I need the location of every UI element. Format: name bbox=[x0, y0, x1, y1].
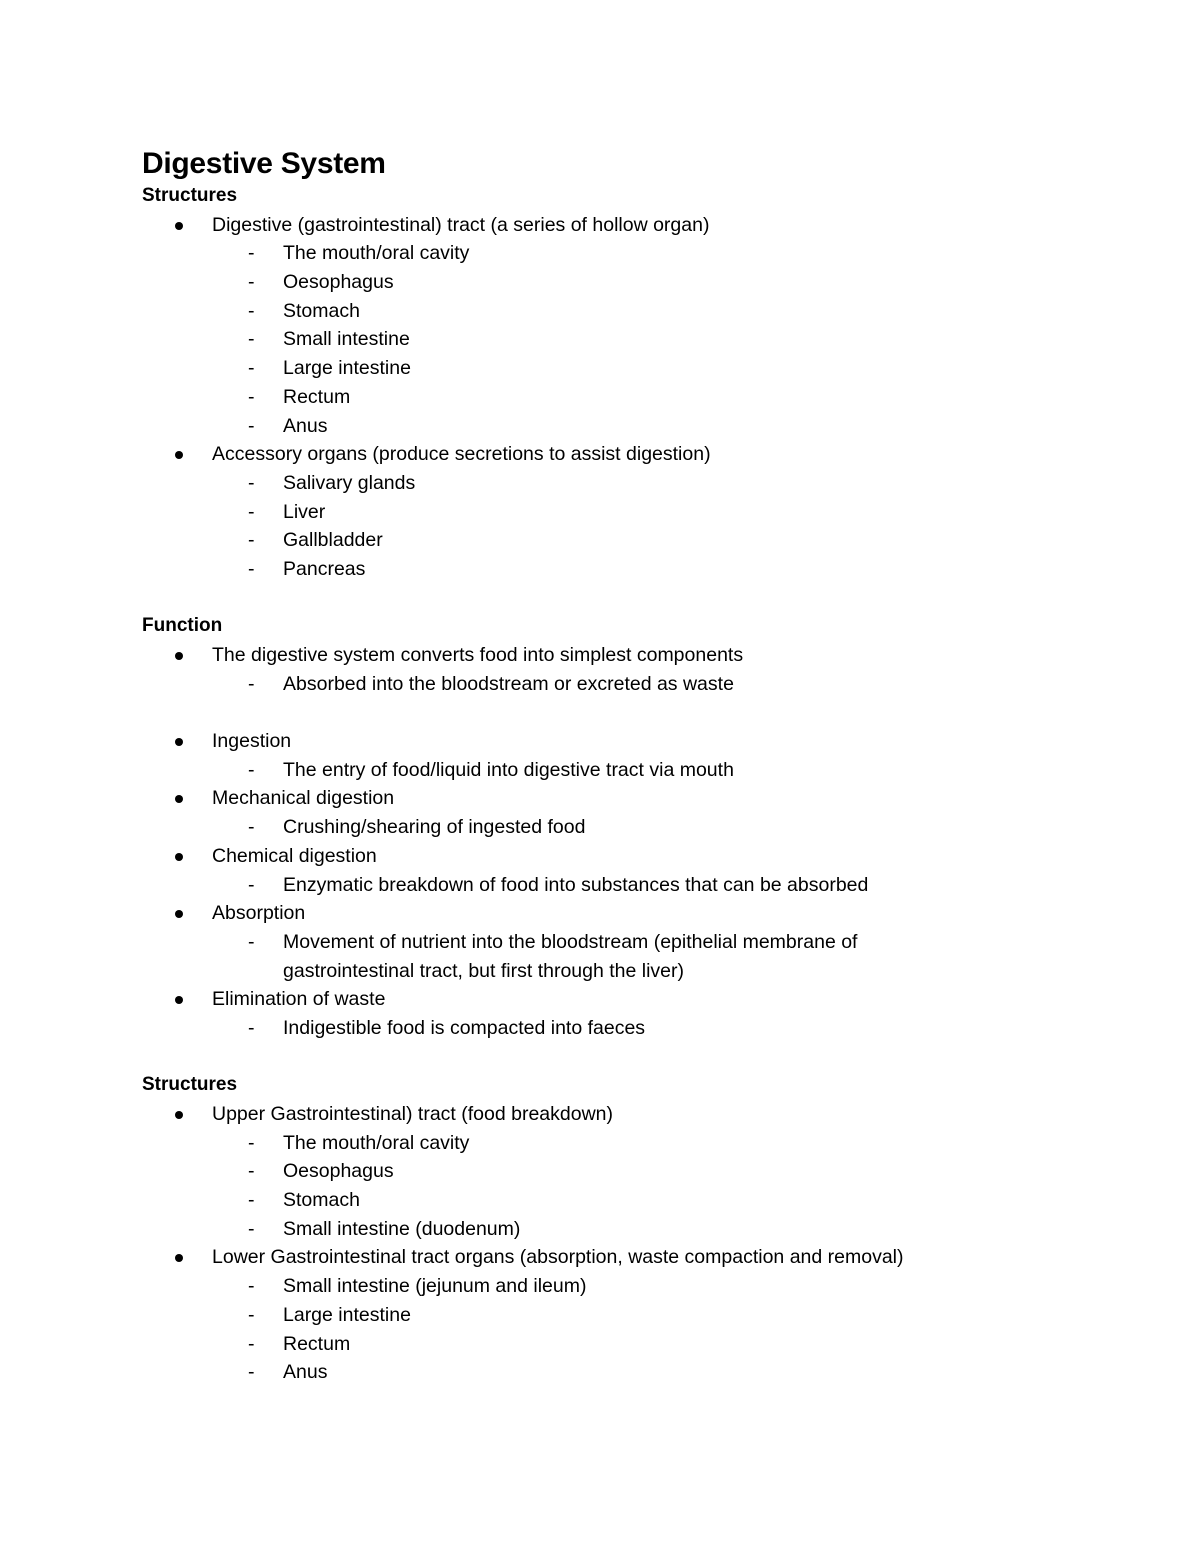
list-item-text: Digestive (gastrointestinal) tract (a series of hollow organ) bbox=[212, 213, 710, 236]
sub-list-item: - Large intestine bbox=[212, 1301, 1142, 1330]
list-item bbox=[142, 784, 1142, 841]
list-item-text: Ingestion bbox=[212, 730, 292, 753]
list-item bbox=[142, 440, 1142, 584]
list-item-text: Absorption bbox=[212, 902, 306, 925]
list-item bbox=[142, 899, 1142, 985]
sub-list bbox=[212, 1014, 1142, 1043]
sub-list-item: - Small intestine (duodenum) bbox=[212, 1215, 1142, 1244]
bullet-dot-icon bbox=[175, 1111, 183, 1119]
bullet-dot-icon bbox=[175, 996, 183, 1004]
sub-list bbox=[212, 1272, 1142, 1387]
list-item bbox=[142, 985, 1142, 1042]
dash-icon: - bbox=[248, 385, 255, 408]
list-item bbox=[142, 727, 1142, 784]
list-item-text: Chemical digestion bbox=[212, 844, 377, 867]
list-item bbox=[142, 842, 1142, 899]
dash-icon: - bbox=[248, 1332, 255, 1355]
bullet-list bbox=[142, 1100, 1142, 1387]
bullet-dot-icon bbox=[175, 738, 183, 746]
sub-list-item: - Small intestine (jejunum and ileum) bbox=[212, 1272, 1142, 1301]
list-item-text: Upper Gastrointestinal) tract (food breakdown) bbox=[212, 1102, 614, 1125]
sub-list-item: - Absorbed into the bloodstream or excreted as waste bbox=[212, 670, 1142, 699]
dash-icon: - bbox=[248, 357, 255, 380]
bullet-list bbox=[142, 641, 1142, 1043]
sub-list bbox=[212, 239, 1142, 440]
dash-icon: - bbox=[248, 1361, 255, 1384]
bullet-dot-icon bbox=[175, 652, 183, 660]
bullet-list bbox=[142, 211, 1142, 584]
section-heading-function: Function bbox=[142, 615, 223, 637]
dash-icon: - bbox=[248, 758, 255, 781]
list-item-text: Accessory organs (produce secretions to assist digestion) bbox=[212, 443, 711, 466]
dash-icon: - bbox=[248, 1160, 255, 1183]
bullet-dot-icon bbox=[175, 910, 183, 918]
bullet-dot-icon bbox=[175, 1254, 183, 1262]
list-item bbox=[142, 641, 1142, 698]
dash-icon: - bbox=[248, 271, 255, 293]
sub-list-item: - The mouth/oral cavity bbox=[212, 239, 1142, 268]
sub-list-item: - Pancreas bbox=[212, 555, 1142, 584]
sub-list-item: - Oesophagus bbox=[212, 1157, 1142, 1186]
bullet-dot-icon bbox=[175, 451, 183, 459]
dash-icon: - bbox=[248, 1189, 255, 1212]
dash-icon: - bbox=[248, 471, 255, 494]
sub-list-item: - Stomach bbox=[212, 1186, 1142, 1215]
bullet-dot-icon bbox=[175, 795, 183, 803]
sub-list bbox=[212, 670, 1142, 699]
sub-list-item: - Crushing/shearing of ingested food bbox=[212, 813, 1142, 842]
sub-list-item: - The mouth/oral cavity bbox=[212, 1129, 1142, 1158]
sub-list-item: - Indigestible food is compacted into faeces bbox=[212, 1014, 1142, 1043]
list-item-text: Lower Gastrointestinal tract organs (absorption, waste compaction and removal) bbox=[212, 1246, 904, 1269]
dash-icon: - bbox=[248, 1017, 255, 1040]
dash-icon: - bbox=[248, 672, 255, 695]
dash-icon: - bbox=[248, 1275, 255, 1298]
list-item-text: Elimination of waste bbox=[212, 988, 386, 1011]
sub-list bbox=[212, 928, 1142, 985]
dash-icon: - bbox=[248, 558, 255, 581]
sub-list-item: - Anus bbox=[212, 412, 1142, 441]
sub-list-item: - Stomach bbox=[212, 297, 1142, 326]
dash-icon: - bbox=[248, 500, 255, 523]
sub-list-item: - Liver bbox=[212, 498, 1142, 527]
sub-list-item: - Small intestine bbox=[212, 325, 1142, 354]
bullet-dot-icon bbox=[175, 853, 183, 861]
list-item-text: The digestive system converts food into simplest components bbox=[212, 643, 744, 666]
document-page bbox=[142, 146, 1142, 1387]
sub-list-item: - Rectum bbox=[212, 383, 1142, 412]
sub-list-item: - The entry of food/liquid into digestive tract via mouth bbox=[212, 756, 1142, 785]
dash-icon: - bbox=[248, 328, 255, 351]
sub-list bbox=[212, 813, 1142, 842]
list-item bbox=[142, 1243, 1142, 1387]
sub-list bbox=[212, 1129, 1142, 1244]
sub-list-item: - Anus bbox=[212, 1358, 1142, 1387]
dash-icon: - bbox=[248, 1303, 255, 1326]
sub-list bbox=[212, 469, 1142, 584]
dash-icon: - bbox=[248, 299, 255, 322]
sub-list-item: - Large intestine bbox=[212, 354, 1142, 383]
list-item-text: Mechanical digestion bbox=[212, 787, 395, 810]
sub-list-item: - Movement of nutrient into the bloodstream (epithelial membrane of gastrointestinal tract, but first through the liver) bbox=[212, 928, 1142, 985]
dash-icon: - bbox=[248, 1131, 255, 1154]
section-heading-structures: Structures bbox=[142, 185, 238, 206]
dash-icon: - bbox=[248, 873, 255, 896]
section-heading-structures-2: Structures bbox=[142, 1074, 238, 1096]
sub-list-item: - Rectum bbox=[212, 1330, 1142, 1359]
sub-list-item: - Oesophagus bbox=[212, 268, 1142, 297]
dash-icon: - bbox=[248, 816, 255, 839]
list-item bbox=[142, 1100, 1142, 1244]
dash-icon: - bbox=[248, 242, 255, 265]
sub-list-item: - Enzymatic breakdown of food into substances that can be absorbed bbox=[212, 871, 1142, 900]
sub-list bbox=[212, 756, 1142, 785]
sub-list-item: - Salivary glands bbox=[212, 469, 1142, 498]
dash-icon: - bbox=[248, 930, 255, 953]
list-item bbox=[142, 211, 1142, 441]
dash-icon: - bbox=[248, 529, 255, 552]
dash-icon: - bbox=[248, 414, 255, 437]
sub-list bbox=[212, 871, 1142, 900]
dash-icon: - bbox=[248, 1217, 255, 1240]
sub-list-item: - Gallbladder bbox=[212, 526, 1142, 555]
document-title: Digestive System bbox=[142, 147, 386, 180]
bullet-dot-icon bbox=[175, 222, 183, 230]
